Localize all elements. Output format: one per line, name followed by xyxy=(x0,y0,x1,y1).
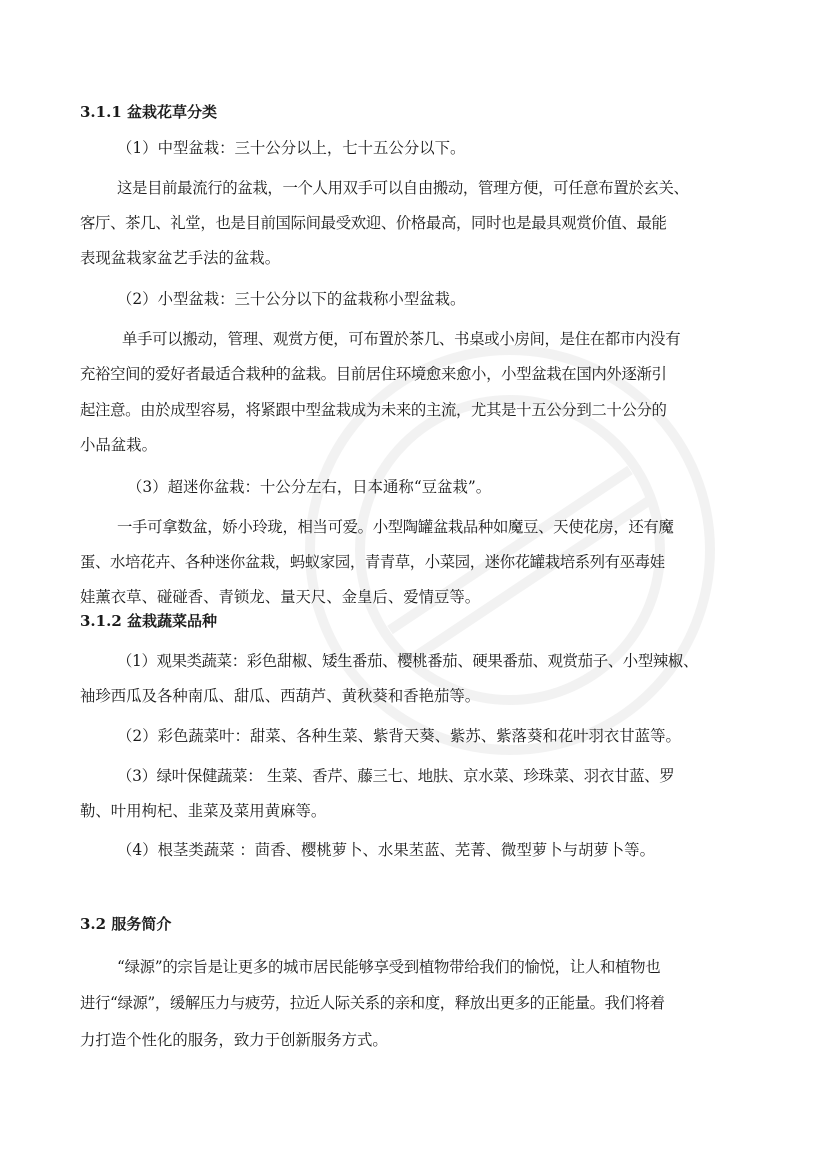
paragraph-line: 力打造个性化的服务，致力于创新服务方式。 xyxy=(80,1031,388,1049)
paragraph-line: 一手可拿数盆，娇小玲珑，相当可爱。小型陶罐盆栽品种如魔豆、天使花房，还有魔 xyxy=(117,518,674,536)
paragraph-line: 勒、叶用枸杞、韭菜及菜用黄麻等。 xyxy=(80,802,327,820)
paragraph-line: （1）中型盆栽：三十公分以上，七十五公分以下。 xyxy=(117,139,466,157)
paragraph-line: （2）彩色蔬菜叶：甜菜、各种生菜、紫背天葵、紫苏、紫落葵和花叶羽衣甘蓝等。 xyxy=(117,727,681,745)
paragraph-line: （1）观果类蔬菜：彩色甜椒、矮生番茄、樱桃番茄、硬果番茄、观赏茄子、小型辣椒、 xyxy=(117,652,698,670)
paragraph-line: “绿源”的宗旨是让更多的城市居民能够享受到植物带给我们的愉悦，让人和植物也 xyxy=(117,958,661,976)
paragraph-line: 娃薰衣草、碰碰香、青锁龙、量天尺、金皇后、爱情豆等。 xyxy=(80,588,481,606)
paragraph-line: 起注意。由於成型容易，将紧跟中型盆栽成为未来的主流，尤其是十五公分到二十公分的 xyxy=(80,401,667,419)
paragraph-line: 单手可以搬动，管理、观赏方便，可布置於茶几、书桌或小房间，是住在都市内没有 xyxy=(122,330,681,348)
paragraph-line: 进行“绿源”，缓解压力与疲劳，拉近人际关系的亲和度，释放出更多的正能量。我们将着 xyxy=(80,994,665,1012)
paragraph-line: 充裕空间的爱好者最适合栽种的盆栽。目前居住环境愈来愈小，小型盆栽在国内外逐渐引 xyxy=(80,365,667,383)
paragraph-line: 袖珍西瓜及各种南瓜、甜瓜、西葫芦、黄秋葵和香艳茄等。 xyxy=(80,687,481,705)
paragraph-line: （3）绿叶保健蔬菜： 生菜、香芹、藤三七、地肤、京水菜、珍珠菜、羽衣甘蓝、罗 xyxy=(117,767,675,785)
paragraph-line: （2）小型盆栽：三十公分以下的盆栽称小型盆栽。 xyxy=(117,290,466,308)
paragraph-line: 表现盆栽家盆艺手法的盆栽。 xyxy=(80,249,281,267)
section-3-1-1-title: 3.1.1 盆栽花草分类 xyxy=(80,103,217,121)
section-3-2-title: 3.2 服务简介 xyxy=(80,915,172,933)
paragraph-line: 这是目前最流行的盆栽，一个人用双手可以自由搬动，管理方便，可任意布置於玄关、 xyxy=(117,179,689,197)
paragraph-line: 小品盆栽。 xyxy=(80,436,157,454)
paragraph-line: 蛋、水培花卉、各种迷你盆栽，蚂蚁家园，青青草，小菜园，迷你花罐栽培系列有巫毒娃 xyxy=(80,553,665,571)
paragraph-line: （3）超迷你盆栽：十公分左右，日本通称“豆盆栽”。 xyxy=(127,478,492,496)
paragraph-line: （4）根茎类蔬菜 ：茴香、樱桃萝卜、水果苤蓝、芜菁、微型萝卜与胡萝卜等。 xyxy=(117,841,655,859)
section-3-1-2-title: 3.1.2 盆栽蔬菜品种 xyxy=(80,612,217,630)
paragraph-line: 客厅、茶几、礼堂，也是目前国际间最受欢迎、价格最高，同时也是最具观赏价值、最能 xyxy=(80,214,667,232)
